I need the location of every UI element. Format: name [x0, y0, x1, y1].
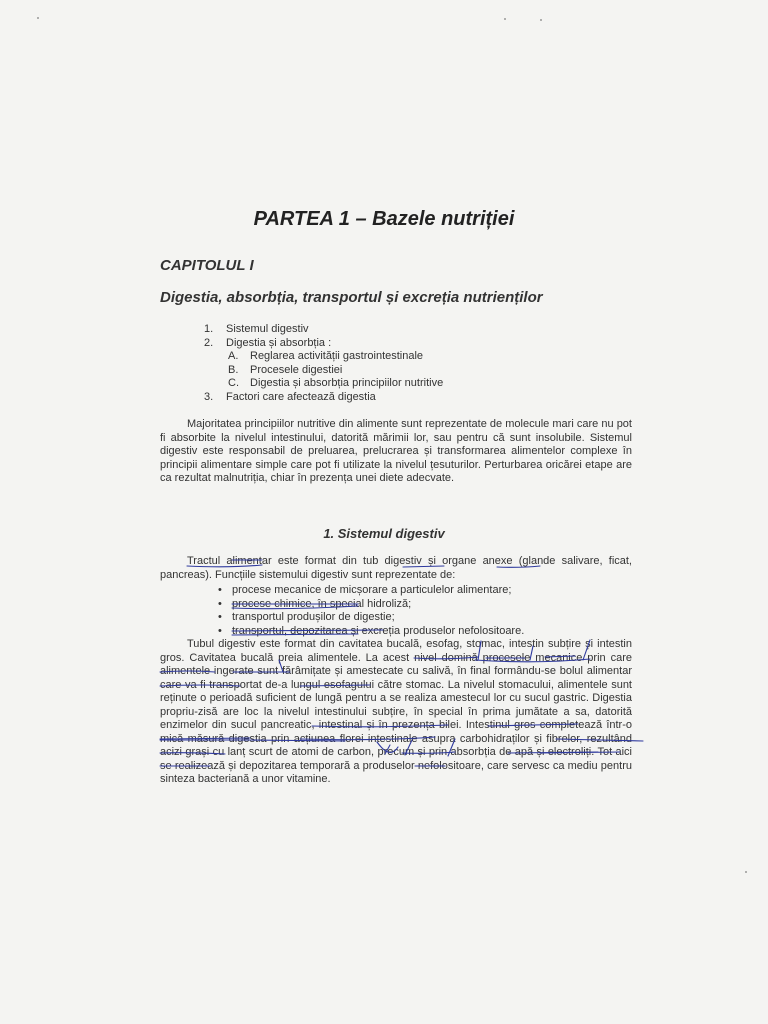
toc-item: 1. Sistemul digestiv — [204, 323, 309, 335]
toc-subitem: B. Procesele digestiei — [228, 363, 343, 376]
section-paragraph: Tractul alimentar este format din tub digestiv și organe anexe (glande salivare, ficat, pancreas). Funcțiile sistemului digestiv sunt reprezentate de: — [160, 555, 632, 581]
toc-item: 3. Factori care afectează digestia — [204, 390, 376, 403]
table-of-contents — [204, 323, 443, 404]
toc-subitem: A. Reglarea activității gastrointestinale — [228, 350, 424, 362]
list-item: • transportul produșilor de digestie; — [218, 611, 524, 625]
intro-paragraph: Majoritatea principiilor nutritive din alimente sunt reprezentate de molecule mari care nu pot fi absorbite la nivelul intestinului, datorită mărimii lor, sau pentru că sunt insolubile. Sistemul digestiv este responsabil de preluarea, prelucrarea și transformarea alimentelor complexe în principii alimentare simple care pot fi utilizate la nivelul țesuturilor. Perturbarea oricărei etape are ca rezultat malnutriția, chiar în prezența unei diete adecvate. — [160, 418, 632, 484]
list-item: • procese mecanice de micșorare a particulelor alimentare; — [218, 584, 524, 598]
toc-subitem: C. Digestia și absorbția principiilor nutritive — [228, 377, 444, 389]
list-item: • procese chimice, în special hidroliză; — [218, 598, 524, 612]
toc-item: 2. Digestia și absorbția : — [204, 336, 332, 349]
chapter-heading: CAPITOLUL I — [160, 257, 254, 274]
scan-speck — [745, 871, 747, 873]
list-item: • transportul, depozitarea și excreția produselor nefolositoare. — [218, 625, 524, 639]
scan-speck — [504, 18, 506, 20]
scan-speck — [540, 19, 542, 21]
main-paragraph: Tubul digestiv este format din cavitatea bucală, esofag, stomac, intestin subțire și intestin gros. Cavitatea bucală preia alimentele. La acest nivel domină procesele mecanice prin care alimentele ingerate sunt fărâmițate și amestecate cu salivă, în final formându-se bolul alimentar care va fi transportat de-a lungul esofagului către stomac. La nivelul stomacului, alimentele sunt reținute o perioadă suficient de lungă pentru a se realiza amestecul lor cu sucul gastric. Digestia propriu-zisă are loc la nivelul intestinului subțire, în special în prima jumătate a sa, datorită enzimelor din sucul pancreatic, intestinal și în prezența bilei. Intestinul gros completează într-o mică măsură digestia prin acțiunea florei intestinale asupra carbohidraților și fibrelor, rezultând acizi grași cu lanț scurt de atomi de carbon, precum și prin absorbția de apă și electroliți. Tot aici se realizează și depozitarea temporară a produselor nefolositoare, care servesc ca mediu pentru sinteza bacteriană a unor vitamine. — [160, 638, 632, 785]
section-title: 1. Sistemul digestiv — [323, 526, 445, 541]
chapter-title: Digestia, absorbția, transportul și excreția nutrienților — [160, 289, 543, 306]
scan-speck — [37, 17, 39, 19]
part-title: PARTEA 1 – Bazele nutriției — [253, 208, 515, 230]
function-list — [218, 584, 524, 638]
